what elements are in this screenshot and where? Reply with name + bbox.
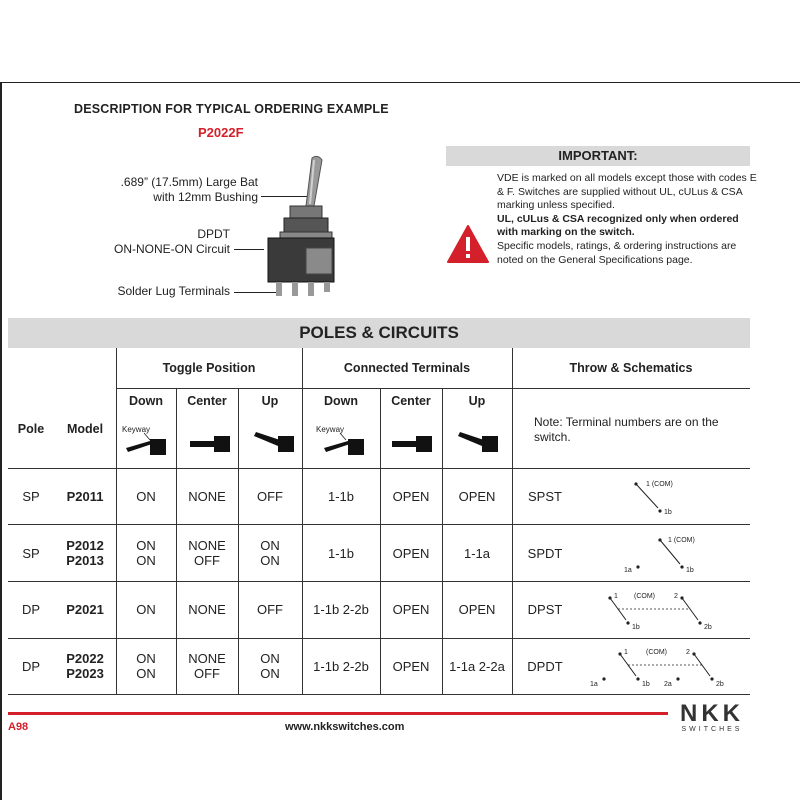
- header-throw-schematics: Throw & Schematics: [569, 361, 693, 375]
- label-1a: 1a: [624, 567, 632, 574]
- label-2b: 2b: [716, 681, 724, 688]
- row1-tp-down: ON: [136, 489, 156, 504]
- row4-tp-down: [116, 651, 176, 681]
- row3-model: P2021: [66, 602, 104, 617]
- spdt-schematic: [588, 530, 738, 578]
- row2-tp-down-b: ON: [136, 553, 156, 568]
- row4-ct-up: 1-1a 2-2a: [449, 659, 505, 674]
- row1-tp-center: NONE: [188, 489, 226, 504]
- row4-tp-center-b: OFF: [194, 666, 220, 681]
- row3-tp-up: OFF: [257, 602, 283, 617]
- label-2: 2: [686, 649, 690, 656]
- col-header-ct-center: Center: [391, 394, 431, 408]
- row2-tp-center: [176, 538, 238, 568]
- col-header-model: Model: [66, 422, 104, 436]
- label-1b: 1b: [632, 624, 640, 631]
- terminal-center-icon: [388, 432, 436, 456]
- row2-ct-up: 1-1a: [463, 546, 491, 561]
- row2-throw: SPDT: [527, 546, 563, 561]
- important-line-vde: VDE is marked on all models except those with codes E & F. Switches are supplied without UL, cULus & CSA marking unless specified.: [497, 172, 757, 212]
- row2-model: [54, 538, 116, 568]
- important-heading: IMPORTANT:: [446, 146, 750, 166]
- keyway-label: Keyway: [122, 425, 151, 434]
- page-left-border: [0, 82, 2, 800]
- row1-model: P2011: [66, 489, 104, 504]
- col-header-ct-up: Up: [468, 394, 486, 408]
- callout-circuit-line1: DPDT: [197, 227, 230, 241]
- callout-bat-line2: with 12mm Bushing: [153, 190, 258, 204]
- row1-ct-center: OPEN: [392, 489, 430, 504]
- terminal-down-keyway-icon: [308, 424, 372, 460]
- footer-rule: [8, 712, 668, 715]
- important-line-specs: Specific models, ratings, & ordering instructions are noted on the General Specifications page.: [497, 239, 737, 266]
- label-1com: 1 (COM): [668, 537, 695, 544]
- label-2b: 2b: [704, 624, 712, 631]
- callout-terminals: Solder Lug Terminals: [117, 284, 230, 298]
- row3-ct-up: OPEN: [458, 602, 496, 617]
- row3-pole: DP: [21, 602, 41, 617]
- row1-ct-up: OPEN: [458, 489, 496, 504]
- col-header-tp-down: Down: [128, 394, 164, 408]
- row2-tp-up-b: ON: [260, 553, 280, 568]
- row1-pole: SP: [22, 489, 40, 504]
- terminal-note: Note: Terminal numbers are on the switch.: [534, 415, 719, 444]
- row4-model-b: P2023: [66, 666, 104, 681]
- ordering-model: P2022F: [198, 125, 244, 140]
- label-com: (COM): [646, 649, 667, 656]
- row1-ct-down: 1-1b: [327, 489, 355, 504]
- row4-throw: DPDT: [527, 659, 563, 674]
- important-text: [497, 172, 757, 267]
- row3-tp-down: ON: [136, 602, 156, 617]
- row4-model-a: P2022: [66, 651, 104, 666]
- row2-tp-center-a: NONE: [188, 538, 226, 553]
- row2-tp-center-b: OFF: [194, 553, 220, 568]
- footer-url[interactable]: www.nkkswitches.com: [285, 721, 405, 733]
- row3-ct-down: 1-1b 2-2b: [313, 602, 369, 617]
- ordering-title: DESCRIPTION FOR TYPICAL ORDERING EXAMPLE: [74, 102, 389, 116]
- row4-tp-up-b: ON: [260, 666, 280, 681]
- poles-circuits-title: POLES & CIRCUITS: [8, 318, 750, 348]
- label-2: 2: [674, 593, 678, 600]
- row4-tp-center: [176, 651, 238, 681]
- label-1b: 1b: [664, 509, 672, 516]
- label-1a: 1a: [590, 681, 598, 688]
- nkk-logo: [672, 702, 752, 733]
- toggle-switch-photo: [262, 150, 342, 310]
- row2-model-b: P2013: [66, 553, 104, 568]
- row2-model-a: P2012: [66, 538, 104, 553]
- page-number: A98: [8, 721, 29, 733]
- row4-tp-down-a: ON: [136, 651, 156, 666]
- row2-pole: SP: [22, 546, 40, 561]
- label-1: 1: [614, 593, 618, 600]
- row2-tp-up-a: ON: [260, 538, 280, 553]
- toggle-down-keyway-icon: [120, 424, 174, 460]
- row4-ct-center: OPEN: [392, 659, 430, 674]
- terminal-up-icon: [452, 428, 502, 458]
- label-1b: 1b: [686, 567, 694, 574]
- important-line-ul: UL, cULus & CSA recognized only when ordered with marking on the switch.: [497, 212, 739, 239]
- logo-mark: NKK: [680, 700, 744, 727]
- label-com: (COM): [634, 593, 655, 600]
- col-header-tp-up: Up: [261, 394, 279, 408]
- warning-icon: [446, 224, 490, 264]
- row1-throw: SPST: [528, 489, 562, 504]
- dpdt-schematic: [578, 642, 746, 692]
- callout-bat: [60, 175, 258, 205]
- row2-tp-up: [238, 538, 302, 568]
- label-1b: 1b: [642, 681, 650, 688]
- row3-tp-center: NONE: [188, 602, 226, 617]
- spst-schematic: [588, 474, 738, 520]
- callout-circuit-line2: ON-NONE-ON Circuit: [114, 242, 230, 256]
- col-header-pole: Pole: [17, 422, 45, 436]
- page-top-border: [0, 82, 800, 83]
- row2-ct-down: 1-1b: [327, 546, 355, 561]
- row2-ct-center: OPEN: [392, 546, 430, 561]
- row3-ct-center: OPEN: [392, 602, 430, 617]
- dpst-schematic: [588, 586, 738, 634]
- row4-pole: DP: [21, 659, 41, 674]
- header-toggle-position: Toggle Position: [162, 361, 256, 375]
- row4-tp-up-a: ON: [260, 651, 280, 666]
- callout-bat-line1: .689” (17.5mm) Large Bat: [120, 175, 258, 189]
- row2-tp-down-a: ON: [136, 538, 156, 553]
- row4-model: [54, 651, 116, 681]
- col-header-tp-center: Center: [187, 394, 227, 408]
- row2-tp-down: [116, 538, 176, 568]
- label-1: 1: [624, 649, 628, 656]
- col-header-ct-down: Down: [323, 394, 359, 408]
- row1-tp-up: OFF: [257, 489, 283, 504]
- row4-tp-down-b: ON: [136, 666, 156, 681]
- leader-line: [234, 249, 264, 250]
- row4-ct-down: 1-1b 2-2b: [313, 659, 369, 674]
- row3-throw: DPST: [527, 602, 563, 617]
- label-2a: 2a: [664, 681, 672, 688]
- label-1com: 1 (COM): [646, 481, 673, 488]
- keyway-label: Keyway: [316, 425, 345, 434]
- row4-tp-up: [238, 651, 302, 681]
- logo-subtitle: SWITCHES: [681, 726, 743, 733]
- toggle-center-icon: [186, 432, 234, 456]
- toggle-up-icon: [248, 428, 298, 458]
- header-connected-terminals: Connected Terminals: [343, 361, 471, 375]
- callout-circuit: [60, 227, 230, 257]
- row4-tp-center-a: NONE: [188, 651, 226, 666]
